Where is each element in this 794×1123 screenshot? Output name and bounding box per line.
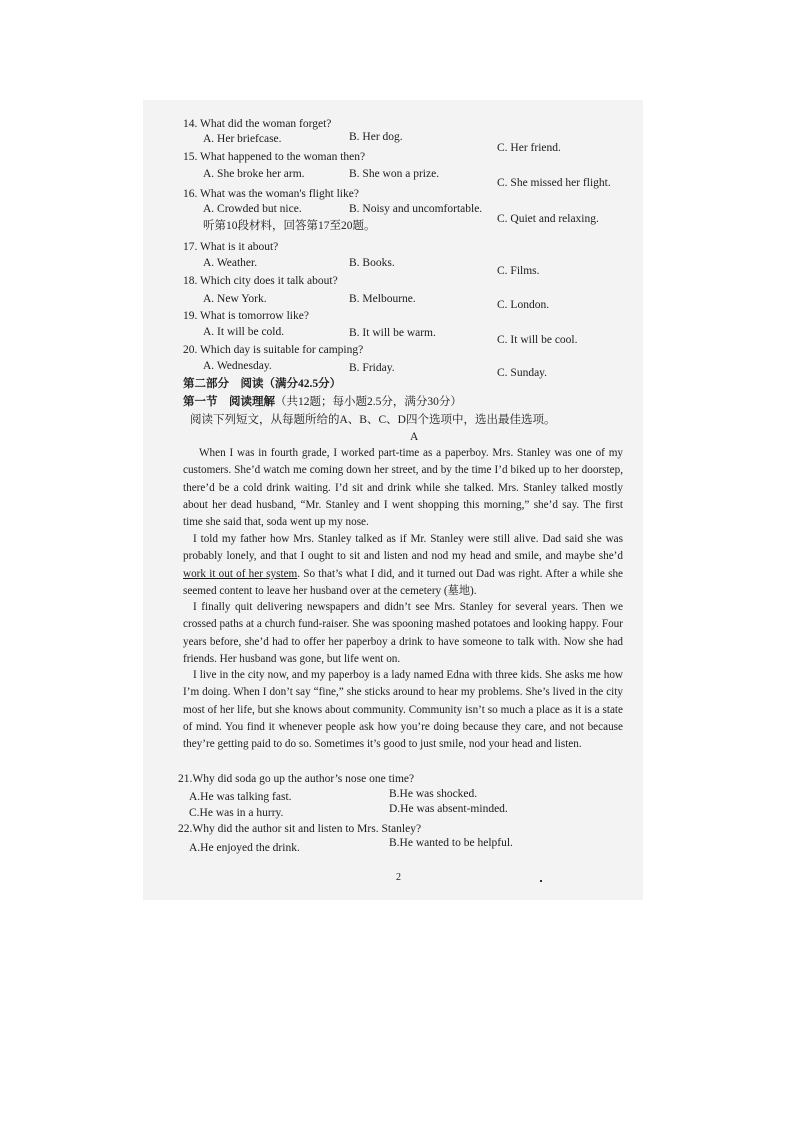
q16-option-b: B. Noisy and uncomfortable. — [349, 203, 483, 215]
part2-title: 第二部分 阅读（满分42.5分） — [183, 378, 342, 390]
q16-option-c: C. Quiet and relaxing. — [497, 213, 599, 225]
q20-option-c: C. Sunday. — [497, 367, 548, 379]
q22-option-b: B.He wanted to be helpful. — [389, 837, 513, 849]
q19-option-c: C. It will be cool. — [497, 334, 578, 346]
q15-option-a: A. She broke her arm. — [203, 168, 305, 180]
q17-option-c: C. Films. — [497, 265, 540, 277]
question-22: 22.Why did the author sit and listen to Mrs. Stanley? — [178, 823, 422, 835]
paragraph-4-text: I live in the city now, and my paperboy is a lady named Edna with three kids. She asks me how I’m doing. When I don’t say “fine,” she sticks around to hear my problems. She’s lived in the city most of her life, but she knows about community. Community isn’t so much a place as it is a state of mind. You find it whenever people ask how you’re doing because they care, and not because they’re getting paid to do so. Sometimes it’s good to just smile, nod your head and listen. — [183, 669, 623, 751]
q15-option-b: B. She won a prize. — [349, 168, 440, 180]
question-18: 18. Which city does it talk about? — [183, 275, 338, 287]
paragraph-2-text-start: I told my father how Mrs. Stanley talked as if Mr. Stanley were still alive. Dad said she was probably lonely, and that I ought to sit and listen and nod my head and smile, and maybe she’d — [183, 533, 623, 563]
passage-label: A — [410, 431, 419, 443]
passage-paragraph-3 — [183, 599, 623, 668]
question-20: 20. Which day is suitable for camping? — [183, 344, 364, 356]
page-number: 2 — [396, 872, 401, 883]
section1-note: （共12题；每小题2.5分，满分30分） — [275, 396, 462, 408]
q18-option-c: C. London. — [497, 299, 550, 311]
q19-option-b: B. It will be warm. — [349, 327, 436, 339]
q21-option-c: C.He was in a hurry. — [189, 807, 284, 819]
q17-option-a: A. Weather. — [203, 257, 258, 269]
question-14: 14. What did the woman forget? — [183, 118, 332, 130]
q20-option-b: B. Friday. — [349, 362, 395, 374]
scan-speck — [540, 880, 542, 882]
q21-option-b: B.He was shocked. — [389, 788, 478, 800]
question-19: 19. What is tomorrow like? — [183, 310, 309, 322]
q14-option-b: B. Her dog. — [349, 131, 403, 143]
paragraph-1-text: When I was in fourth grade, I worked part-time as a paperboy. Mrs. Stanley was one of my customers. She’d watch me coming down her street, and by the time I’d biked up to her doorstep, there’d be a cold drink waiting. I’d sit and drink while she talked. Mrs. Stanley talked mostly about her dead husband, “Mr. Stanley and I went shopping this morning,” she’d say. The first time she said that, soda went up my nose. — [183, 447, 623, 529]
underlined-phrase: work it out of her system — [183, 567, 298, 580]
q15-option-c: C. She missed her flight. — [497, 177, 611, 189]
passage-paragraph-1 — [183, 445, 623, 531]
q21-option-d: D.He was absent-minded. — [389, 803, 508, 815]
passage-paragraph-4 — [183, 667, 623, 753]
q20-option-a: A. Wednesday. — [203, 360, 272, 372]
reading-instruction: 阅读下列短文，从每题所给的A、B、C、D四个选项中，选出最佳选项。 — [190, 414, 556, 426]
q18-option-b: B. Melbourne. — [349, 293, 416, 305]
q19-option-a: A. It will be cold. — [203, 326, 285, 338]
section1-heading — [183, 395, 462, 409]
q21-option-a: A.He was talking fast. — [189, 791, 292, 803]
section1-title: 第一节 阅读理解 — [183, 396, 275, 408]
q17-option-b: B. Books. — [349, 257, 395, 269]
question-17: 17. What is it about? — [183, 241, 279, 253]
question-21: 21.Why did soda go up the author’s nose one time? — [178, 773, 415, 785]
q14-option-a: A. Her briefcase. — [203, 133, 282, 145]
q18-option-a: A. New York. — [203, 293, 267, 305]
question-15: 15. What happened to the woman then? — [183, 151, 366, 163]
passage-paragraph-2 — [183, 531, 623, 600]
q22-option-a: A.He enjoyed the drink. — [189, 842, 300, 854]
question-16: 16. What was the woman's flight like? — [183, 188, 359, 200]
q14-option-c: C. Her friend. — [497, 142, 561, 154]
paragraph-2-text-end: . So that’s what I did, and it turned out Dad was right. After a while she seemed content to leave her husband over at the cemetery (墓地). — [183, 567, 623, 597]
paragraph-3-text: I finally quit delivering newspapers and didn’t see Mrs. Stanley for several years. Then we crossed paths at a church fund-raiser. She was spooning mashed potatoes and looking happy. Four years before, she’d had to offer her paperboy a drink to have someone to talk with. Now she had friends. Her husband was gone, but life went on. — [183, 601, 623, 665]
q16-option-a: A. Crowded but nice. — [203, 203, 302, 215]
section-instruction: 听第10段材料，回答第17至20题。 — [203, 220, 376, 232]
